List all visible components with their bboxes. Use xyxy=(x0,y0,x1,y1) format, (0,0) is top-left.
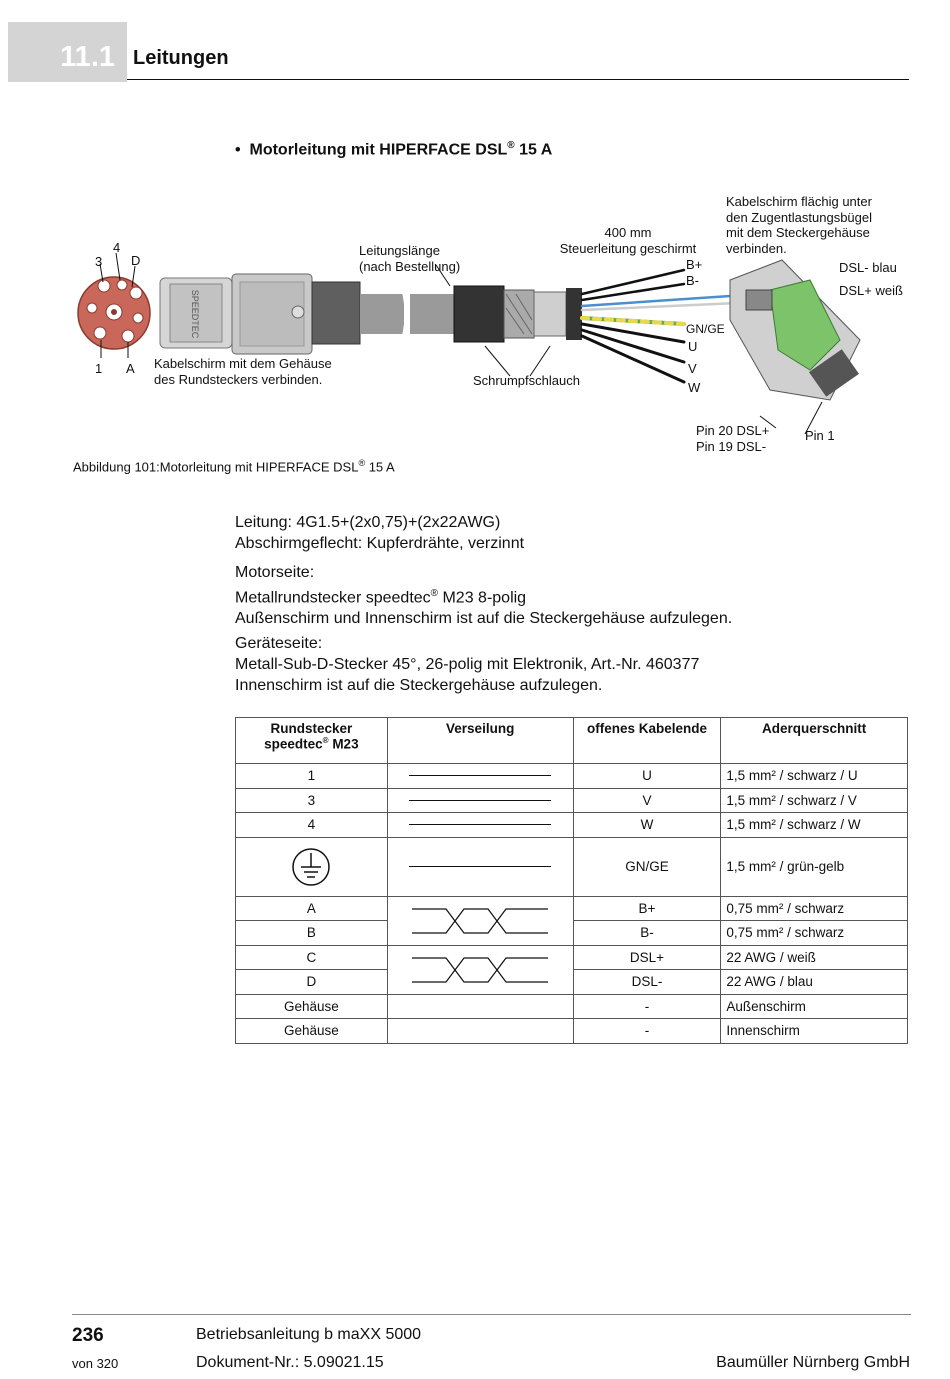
table-header-row xyxy=(236,718,908,764)
table-row: A B+ 0,75 mm² / schwarz xyxy=(236,896,908,921)
chapter-title: Leitungen xyxy=(133,47,229,69)
protective-earth-icon xyxy=(291,845,331,889)
header-twisting: Verseilung xyxy=(387,718,573,764)
cable-spec: Leitung: 4G1.5+(2x0,75)+(2x22AWG) Abschirmgeflecht: Kupferdrähte, verzinnt xyxy=(235,514,525,552)
wire-label-u: U xyxy=(688,339,698,354)
header-cross-section: Aderquerschnitt xyxy=(721,718,908,764)
dsl-plus-label: DSL+ weiß xyxy=(839,283,903,298)
heading-text: Motorleitung mit HIPERFACE DSL xyxy=(249,141,508,159)
straight-wire-line xyxy=(409,775,551,776)
connector-note: Kabelschirm mit dem Gehäuse des Rundsteckers verbinden. xyxy=(154,356,332,387)
wire-label-gnge: GN/GE xyxy=(686,322,725,336)
wire-label-v: V xyxy=(688,361,697,376)
twisted-pair-icon xyxy=(388,897,563,945)
table-row: B B- 0,75 mm² / schwarz xyxy=(236,921,908,946)
wire-label-b-plus: B+ xyxy=(686,257,703,272)
pin20-label: Pin 20 DSL+ xyxy=(696,423,770,438)
section-heading xyxy=(235,140,552,159)
table-row: 4 W 1,5 mm² / schwarz / W xyxy=(236,813,908,838)
table-row: Gehäuse - Innenschirm xyxy=(236,1019,908,1044)
page-number: 236 xyxy=(72,1325,104,1346)
table-row: C DSL+ 22 AWG / weiß xyxy=(236,945,908,970)
table-row: Gehäuse - Außenschirm xyxy=(236,994,908,1019)
shrink-tube-label: Schrumpfschlauch xyxy=(473,373,580,388)
pin19-label: Pin 19 DSL- xyxy=(696,439,767,454)
wire-label-w: W xyxy=(688,380,701,395)
table-row: D DSL- 22 AWG / blau xyxy=(236,970,908,995)
sub-d-connector-icon xyxy=(730,260,860,400)
cable-length-note: Leitungslänge (nach Bestellung) xyxy=(359,243,461,274)
page-total: von 320 xyxy=(72,1356,119,1371)
connector-brand-text: SPEEDTEC xyxy=(190,289,200,339)
table-row: 1 U 1,5 mm² / schwarz / U xyxy=(236,764,908,789)
pin-assignment-table xyxy=(235,717,908,1044)
registered-mark: ® xyxy=(507,140,515,151)
wire-label-b-minus: B- xyxy=(686,273,699,288)
company-name: Baumüller Nürnberg GmbH xyxy=(716,1354,910,1371)
straight-wire-line xyxy=(409,800,551,801)
chapter-number-box: 11.1 xyxy=(8,22,127,82)
header-rule xyxy=(127,79,909,80)
straight-wire-line xyxy=(409,866,551,867)
shield-note: Kabelschirm flächig unter den Zugentlastungsbügel mit dem Steckergehäuse verbinden. xyxy=(726,194,873,256)
pin-label-4: 4 xyxy=(113,240,121,255)
round-connector-face-icon xyxy=(78,253,150,358)
straight-wire-line xyxy=(409,824,551,825)
pin-label-d: D xyxy=(131,253,141,268)
header-round-connector: Rundstecker speedtec® M23 xyxy=(236,718,388,764)
header-open-end: offenes Kabelende xyxy=(573,718,721,764)
document-title: Betriebsanleitung b maXX 5000 xyxy=(196,1326,422,1343)
pin-label-a: A xyxy=(126,361,135,376)
table-row: 3 V 1,5 mm² / schwarz / V xyxy=(236,788,908,813)
bullet-icon: • xyxy=(235,141,241,159)
pin-label-1: 1 xyxy=(95,361,103,376)
dsl-minus-label: DSL- blau xyxy=(839,260,897,275)
speedtec-connector-icon xyxy=(160,274,360,354)
table-row: GN/GE 1,5 mm² / grün-gelb xyxy=(236,837,908,896)
pin1-label: Pin 1 xyxy=(805,428,835,443)
heading-suffix: 15 A xyxy=(514,141,553,159)
motor-side-spec: Motorseite: Metallrundstecker speedtec® M23 8-polig Außenschirm und Innenschirm ist auf die Steckergehäuse aufzulegen. xyxy=(235,564,733,628)
twisted-pair-icon xyxy=(388,946,563,994)
footer-rule xyxy=(72,1314,911,1315)
figure-caption: Abbildung 101:Motorleitung mit HIPERFACE DSL® 15 A xyxy=(73,458,395,475)
pin-label-3: 3 xyxy=(95,254,103,269)
device-side-spec: Geräteseite: Metall-Sub-D-Stecker 45°, 26-polig mit Elektronik, Art.-Nr. 460377 Innenschirm ist auf die Steckergehäuse aufzulegen. xyxy=(235,635,700,694)
document-number: Dokument-Nr.: 5.09021.15 xyxy=(196,1354,384,1371)
control-line-note: 400 mm Steuerleitung geschirmt xyxy=(559,225,697,256)
cable-jacket xyxy=(360,286,582,342)
